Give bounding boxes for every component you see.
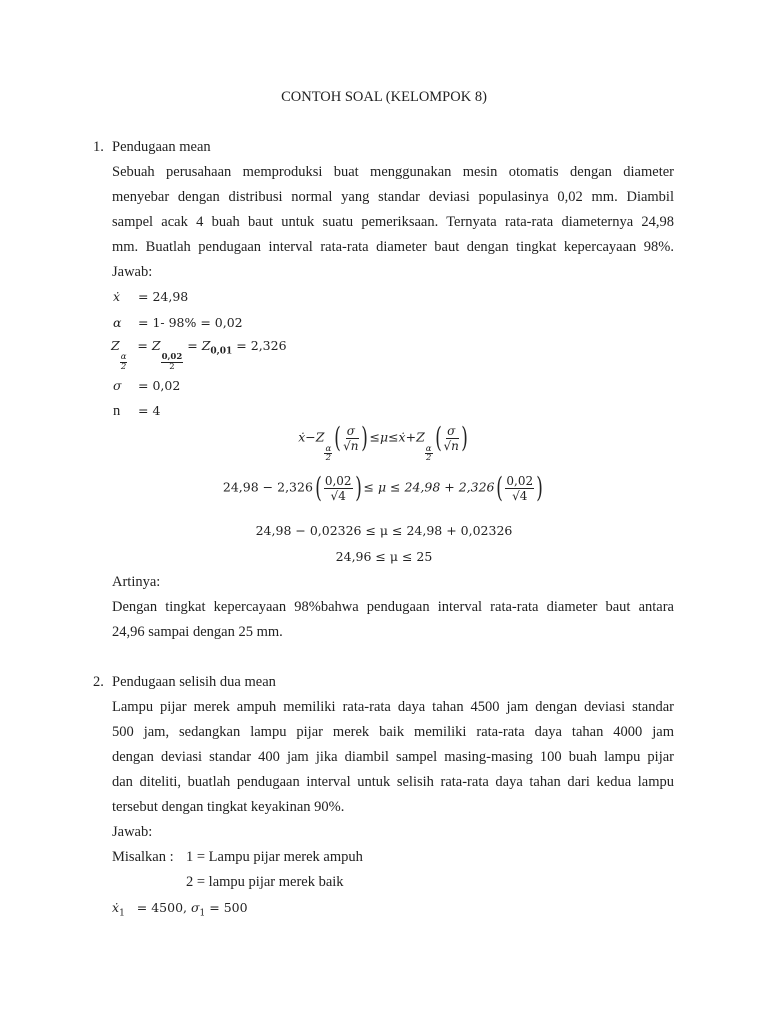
eq2-den-right: 4: [519, 488, 528, 503]
section-1-heading: Pendugaan mean: [112, 139, 211, 155]
ci-result: 24,96 ≤ μ ≤ 25: [335, 549, 433, 564]
x1-line: ẋ$_1$ = 4500, $\sigma_1 = 500$: [112, 900, 248, 919]
page-title: CONTOH SOAL (KELOMPOK 8): [281, 89, 487, 105]
alpha-value: = 1- 98% = 0,02: [138, 315, 243, 330]
section-2-heading: Pendugaan selisih dua mean: [112, 674, 276, 690]
section-2-para-line: 500 jam, sedangkan lampu pijar merek baik memiliki rata-rata daya tahan 4000 jam: [112, 724, 674, 740]
section-1-para-line: mm. Buatlah pendugaan interval rata-rata diameter baut dengan tingkat kepercayaan 98%.: [112, 239, 674, 255]
z-alpha-half-line: Z $\frac{\alpha}{2}$ = Z $\frac{0,02}{2}$ = $Z_{0,01} = 2,326$: [111, 338, 287, 372]
section-1-number: 1.: [93, 139, 104, 155]
definition-1: 1 = Lampu pijar merek ampuh: [186, 849, 363, 865]
eq2-mid: ≤ μ ≤ 24,98 + 2,326: [363, 479, 495, 495]
sigma-value: = 0,02: [138, 378, 181, 393]
z-value: = 2,326: [236, 338, 287, 353]
n-value: = 4: [138, 403, 161, 418]
eq2-num-left: 0,02: [324, 473, 352, 488]
artinya-label: Artinya:: [112, 574, 161, 590]
ci-computed: 24,98 − 0,02326 ≤ μ ≤ 24,98 + 0,02326: [255, 523, 513, 538]
eq2-num-right: 0,02: [506, 473, 534, 488]
x1-value: = 4500,: [136, 900, 188, 915]
sigma1-value: = 500: [209, 900, 248, 915]
conclusion-line: 24,96 sampai dengan 25 mm.: [112, 624, 283, 640]
section-2-para-line: tersebut dengan tingkat keyakinan 90%.: [112, 799, 345, 815]
section-2-para-line: dengan deviasi standar 400 jam jika diambil sampel masing-masing 100 buah lampu pijar: [112, 749, 674, 765]
conclusion-line: Dengan tingkat kepercayaan 98%bahwa pendugaan interval rata-rata diameter baut antara: [112, 599, 674, 615]
section-2-para-line: dan diteliti, buatlah pendugaan interval untuk selisih rata-rata daya tahan dari kedua lampu: [112, 774, 674, 790]
section-2-jawab: Jawab:: [112, 824, 153, 840]
section-1-para-line: sampel acak 4 buah baut untuk suatu pemeriksaan. Ternyata rata-rata diameternya 24,98: [112, 214, 674, 230]
xbar-symbol: ẋ: [113, 289, 121, 304]
sigma-symbol: σ: [113, 378, 122, 393]
misalkan-label: Misalkan :: [112, 849, 174, 865]
section-1-para-line: Sebuah perusahaan memproduksi buat menggunakan mesin otomatis dengan diameter: [112, 164, 674, 180]
xbar-value: = 24,98: [138, 289, 189, 304]
definition-2: 2 = lampu pijar merek baik: [186, 874, 344, 890]
section-1-para-line: menyebar dengan distribusi normal yang standar deviasi populasinya 0,02 mm. Diambil: [112, 189, 674, 205]
eq2-den-left: 4: [338, 488, 346, 503]
section-2-number: 2.: [93, 674, 104, 690]
section-2-para-line: Lampu pijar merek ampuh memiliki rata-rata daya tahan 4500 jam dengan deviasi standar: [112, 699, 674, 715]
eq2-left: 24,98 − 2,326: [222, 479, 313, 495]
alpha-symbol: α: [113, 315, 122, 330]
section-1-jawab: Jawab:: [112, 264, 153, 280]
n-label: n: [113, 403, 121, 419]
ci-substituted: 24,98 − 2,326( $\frac{0,02}{√4}$ ) ≤ μ ≤ 24,98 + 2,326( $\frac{0,02}{√4}$ ): [222, 471, 543, 504]
ci-formula: ẋ−Z $\frac{\alpha}{2}$ ( $\frac{\sigma}{√n}$ ) ≤μ≤ẋ+Z $\frac{\alpha}{2}$ ( $\frac{\sigma}{√n}$ ): [298, 421, 468, 463]
